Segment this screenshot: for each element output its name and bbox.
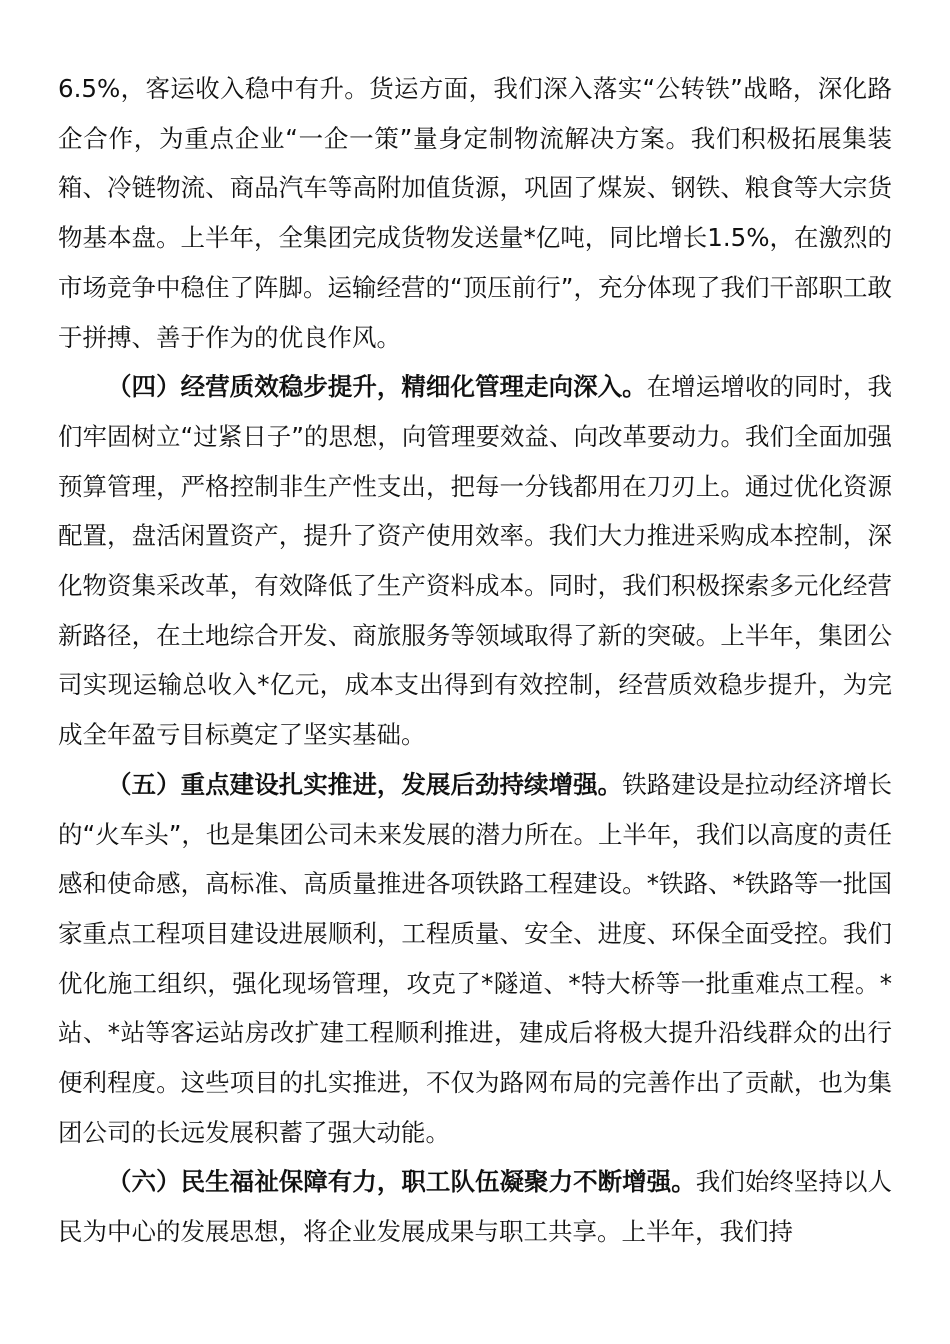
document-page [58, 64, 892, 1257]
paragraph-key-construction [58, 760, 892, 1158]
section-heading-5: （五）重点建设扎实推进，发展后劲持续增强。 [107, 769, 623, 799]
section-heading-4: （四）经营质效稳步提升，精细化管理走向深入。 [107, 372, 647, 402]
section-heading-6: （六）民生福祉保障有力，职工队伍凝聚力不断增强。 [107, 1167, 696, 1197]
paragraph-text: 在增运增收的同时，我们牢固树立“过紧日子”的思想，向管理要效益、向改革要动力。我们全面加强预算管理，严格控制非生产性支出，把每一分钱都用在刀刃上。通过优化资源配置，盘活闲置资产，提升了资产使用效率。我们大力推进采购成本控制，深化物资集采改革，有效降低了生产资料成本。同时，我们积极探索多元化经营新路径，在土地综合开发、商旅服务等领域取得了新的突破。上半年，集团公司实现运输总收入*亿元，成本支出得到有效控制，经营质效稳步提升，为完成全年盈亏目标奠定了坚实基础。 [58, 372, 893, 750]
paragraph-text: 我们始终坚持以人民为中心的发展思想，将企业发展成果与职工共享。上半年，我们持 [58, 1167, 893, 1247]
paragraph-text: 6.5%，客运收入稳中有升。货运方面，我们深入落实“公转铁”战略，深化路企合作，为重点企业“一企一策”量身定制物流解决方案。我们积极拓展集装箱、冷链物流、商品汽车等高附加值货源，巩固了煤炭、钢铁、粮食等大宗货物基本盘。上半年，全集团完成货物发送量*亿吨，同比增长1.5%，在激烈的市场竞争中稳住了阵脚。运输经营的“顶压前行”，充分体现了我们干部职工敢于拼搏、善于作为的优良作风。 [58, 74, 892, 352]
paragraph-livelihood [58, 1157, 892, 1256]
paragraph-text: 铁路建设是拉动经济增长的“火车头”，也是集团公司未来发展的潜力所在。上半年，我们以高度的责任感和使命感，高标准、高质量推进各项铁路工程建设。*铁路、*铁路等一批国家重点工程项目建设进展顺利，工程质量、安全、进度、环保全面受控。我们优化施工组织，强化现场管理，攻克了*隧道、*特大桥等一批重难点工程。*站、*站等客运站房改扩建工程顺利推进，建成后将极大提升沿线群众的出行便利程度。这些项目的扎实推进，不仅为路网布局的完善作出了贡献，也为集团公司的长远发展积蓄了强大动能。 [58, 769, 893, 1147]
paragraph-operating-quality [58, 362, 892, 760]
paragraph-freight-transport [58, 64, 892, 362]
